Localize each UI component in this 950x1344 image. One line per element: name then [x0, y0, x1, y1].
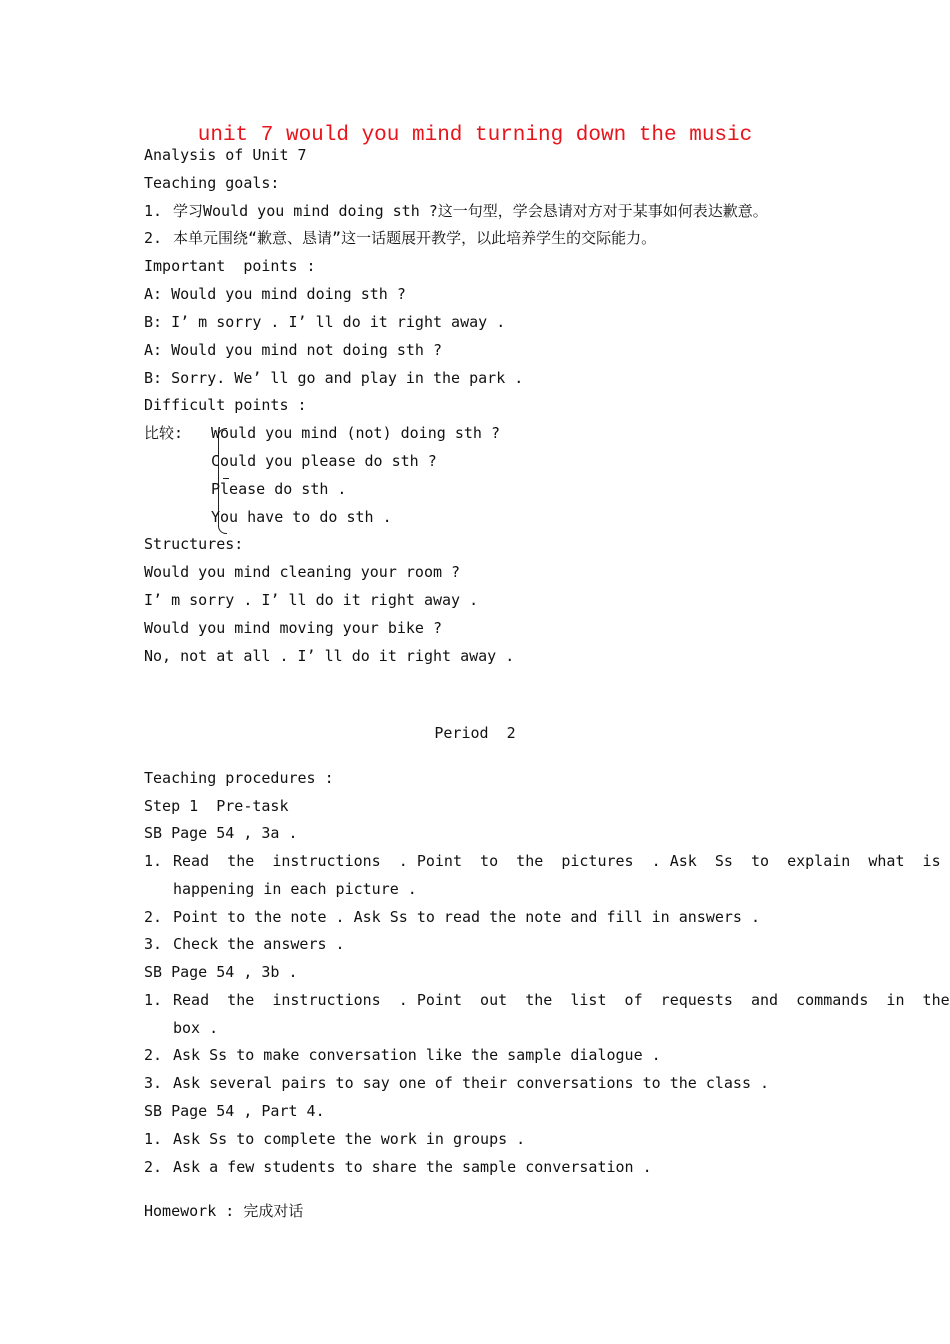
- compare-line: You have to do sth .: [211, 508, 392, 526]
- item-text: Read the instructions . Point out the list of requests and commands in the: [173, 991, 950, 1009]
- item-number: 3.: [144, 935, 163, 953]
- procedure-item: [144, 1129, 525, 1149]
- goal-item: [144, 228, 656, 248]
- structures-heading: Structures:: [144, 535, 244, 553]
- procedures-heading: Teaching procedures :: [144, 769, 334, 787]
- item-text: Check the answers .: [173, 935, 345, 953]
- item-number: 1.: [144, 991, 163, 1009]
- procedure-item: [144, 851, 941, 871]
- goal-item: [144, 201, 768, 221]
- item-text: Ask a few students to share the sample conversation .: [173, 1158, 652, 1176]
- step-heading: Step 1 Pre-task: [144, 797, 289, 815]
- important-line: A: Would you mind doing sth ?: [144, 285, 406, 303]
- procedure-item: [144, 1045, 661, 1065]
- item-text: Ask Ss to make conversation like the sample dialogue .: [173, 1046, 661, 1064]
- procedure-item: [144, 1073, 769, 1093]
- item-text: Read the instructions . Point to the pictures . Ask Ss to explain what is: [173, 852, 941, 870]
- important-points-heading: Important points :: [144, 257, 316, 275]
- item-text: Ask several pairs to say one of their conversations to the class .: [173, 1074, 770, 1092]
- structure-line: No, not at all . I’ ll do it right away .: [144, 647, 515, 665]
- important-line: B: Sorry. We’ ll go and play in the park .: [144, 369, 524, 387]
- item-number: 1.: [144, 1130, 163, 1148]
- item-text: Ask Ss to complete the work in groups .: [173, 1130, 526, 1148]
- important-line: A: Would you mind not doing sth ?: [144, 341, 443, 359]
- difficult-points-heading: Difficult points :: [144, 396, 307, 414]
- section-heading-part4: SB Page 54 , Part 4.: [144, 1102, 325, 1120]
- item-number: 2.: [144, 1046, 163, 1064]
- structure-line: Would you mind cleaning your room ?: [144, 563, 461, 581]
- procedure-item: [144, 907, 760, 927]
- structure-line: Would you mind moving your bike ?: [144, 619, 443, 637]
- important-line: B: I’ m sorry . I’ ll do it right away .: [144, 313, 506, 331]
- procedure-item: [144, 934, 345, 954]
- analysis-heading: Analysis of Unit 7: [144, 146, 307, 164]
- period-heading: Period 2: [434, 724, 516, 742]
- procedure-item: [144, 1157, 652, 1177]
- section-heading-3b: SB Page 54 , 3b .: [144, 963, 298, 981]
- compare-line: Please do sth .: [211, 480, 347, 498]
- teaching-goals-heading: Teaching goals:: [144, 174, 280, 192]
- goal-number: 2.: [144, 229, 163, 247]
- item-number: 3.: [144, 1074, 163, 1092]
- procedure-item-continuation: happening in each picture .: [173, 880, 417, 898]
- section-heading-3a: SB Page 54 , 3a .: [144, 824, 298, 842]
- compare-line: Could you please do sth ?: [211, 452, 437, 470]
- homework-line: Homework : 完成对话: [144, 1202, 304, 1220]
- goal-text: 本单元围绕“歉意、恳请”这一话题展开教学，以此培养学生的交际能力。: [173, 229, 657, 247]
- goal-text: 学习Would you mind doing sth ?这一句型，学会恳请对方对于某事如何表达歉意。: [173, 202, 768, 220]
- item-number: 2.: [144, 1158, 163, 1176]
- procedure-item-continuation: box .: [173, 1019, 219, 1037]
- compare-line: Would you mind (not) doing sth ?: [211, 424, 500, 442]
- item-number: 1.: [144, 852, 163, 870]
- document-title: unit 7 would you mind turning down the music: [197, 124, 753, 147]
- goal-number: 1.: [144, 202, 163, 220]
- compare-label: 比较:: [144, 424, 184, 442]
- item-text: Point to the note . Ask Ss to read the note and fill in answers .: [173, 908, 760, 926]
- structure-line: I’ m sorry . I’ ll do it right away .: [144, 591, 479, 609]
- item-number: 2.: [144, 908, 163, 926]
- procedure-item: [144, 990, 950, 1010]
